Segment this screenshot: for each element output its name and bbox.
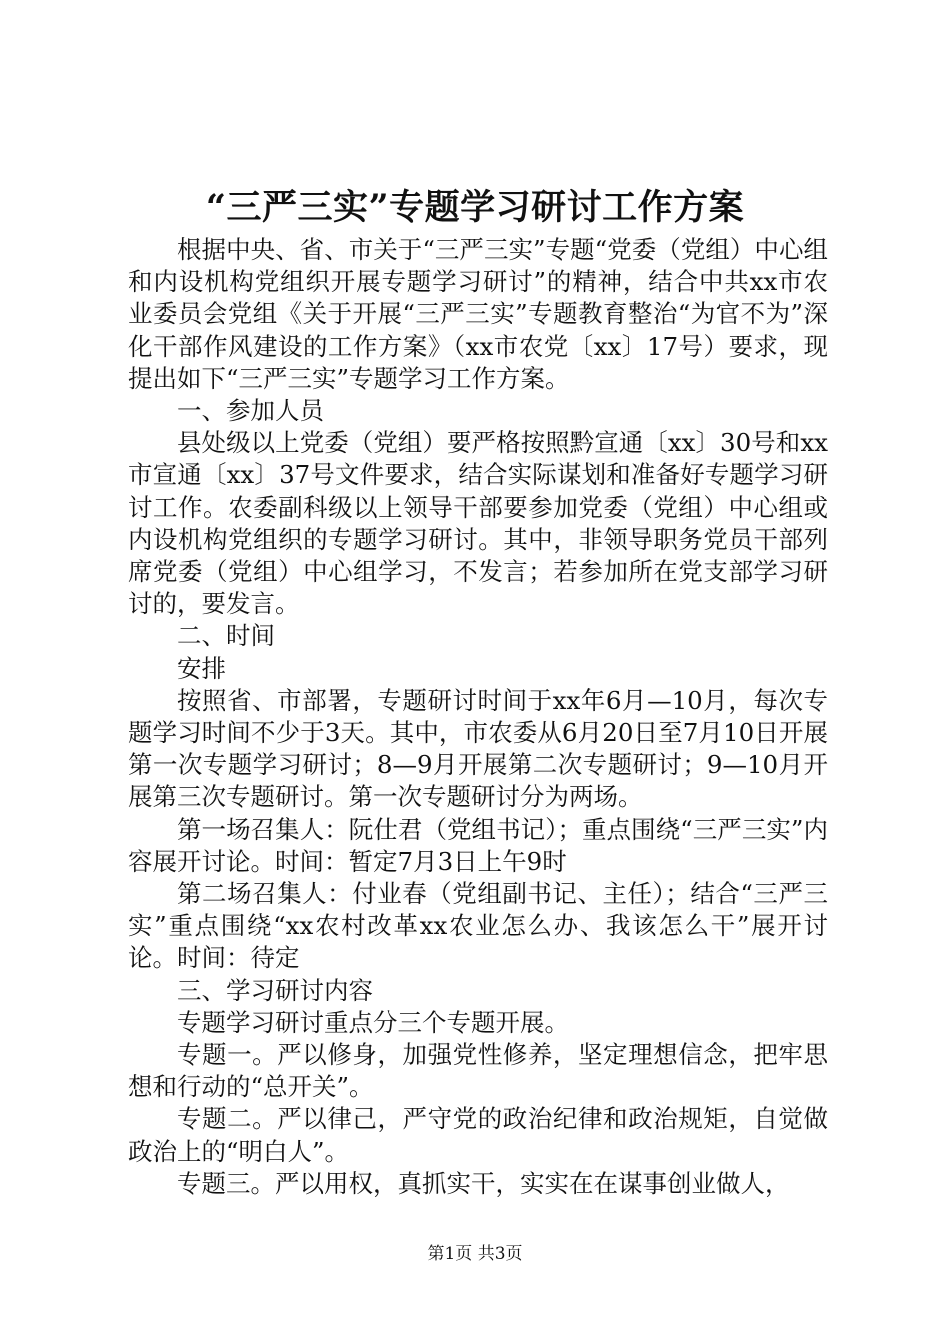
topic-three-paragraph: 专题三。严以用权，真抓实干，实实在在谋事创业做人，	[177, 1168, 790, 1198]
schedule-paragraph: 按照省、市部署，专题研讨时间于xx年6月—10月，每次专题学习时间不少于3天。其中，市农委从6月20日至7月10日开展第一次专题学习研讨；8—9月开展第二次专题研讨；9—10月开展第三次专题研讨。第一次专题研讨分为两场。	[128, 685, 828, 812]
section-heading-time: 二、时间	[177, 621, 275, 651]
topic-two-paragraph: 专题二。严以律己，严守党的政治纪律和政治规矩，自觉做政治上的“明白人”。	[128, 1104, 828, 1166]
document-title: “三严三实”专题学习研讨工作方案	[205, 187, 745, 228]
content-intro-paragraph: 专题学习研讨重点分三个专题开展。	[177, 1007, 569, 1037]
section-heading-arrangement: 安排	[177, 653, 226, 683]
second-session-paragraph: 第二场召集人：付业春（党组副书记、主任）；结合“三严三实”重点围绕“xx农村改革xx农业怎么办、我该怎么干”展开讨论。时间：待定	[128, 879, 828, 973]
topic-one-paragraph: 专题一。严以修身，加强党性修养，坚定理想信念，把牢思想和行动的“总开关”。	[128, 1040, 828, 1102]
page-number-footer: 第1页 共3页	[427, 1244, 523, 1264]
intro-paragraph: 根据中央、省、市关于“三严三实”专题“党委（党组）中心组和内设机构党组织开展专题学习研讨”的精神，结合中共xx市农业委员会党组《关于开展“三严三实”专题教育整治“为官不为”深化干部作风建设的工作方案》（xx市农党〔xx〕17号）要求，现提出如下“三严三实”专题学习工作方案。	[128, 235, 828, 393]
first-session-paragraph: 第一场召集人：阮仕君（党组书记）；重点围绕“三严三实”内容展开讨论。时间：暂定7月3日上午9时	[128, 814, 828, 876]
section-heading-participants: 一、参加人员	[177, 396, 324, 426]
section-heading-content: 三、学习研讨内容	[177, 975, 373, 1005]
participants-paragraph: 县处级以上党委（党组）要严格按照黔宣通〔xx〕30号和xx市宣通〔xx〕37号文件要求，结合实际谋划和准备好专题学习研讨工作。农委副科级以上领导干部要参加党委（党组）中心组或内设机构党组织的专题学习研讨。其中，非领导职务党员干部列席党委（党组）中心组学习，不发言；若参加所在党支部学习研讨的，要发言。	[128, 428, 828, 619]
document-body	[128, 234, 828, 1200]
